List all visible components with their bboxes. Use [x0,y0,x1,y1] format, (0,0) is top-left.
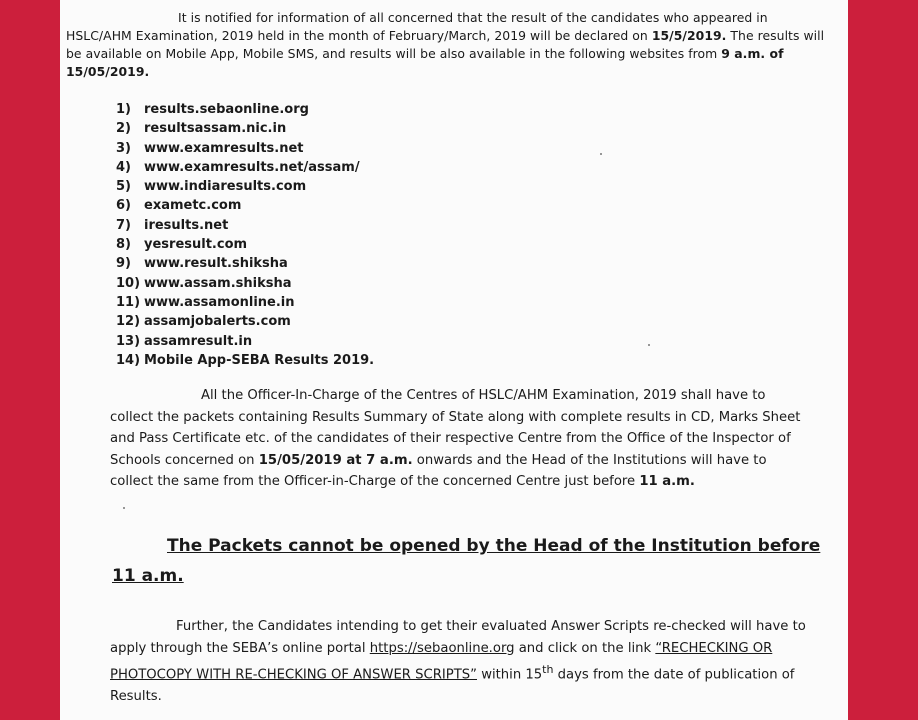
packets-warning-heading [112,531,832,591]
list-item[interactable]: 10) www.assam.shiksha [116,275,292,291]
website-link[interactable]: www.examresults.net [144,140,304,156]
website-link[interactable]: iresults.net [144,217,229,233]
list-item[interactable]: 9) www.result.shiksha [116,256,288,272]
list-item[interactable]: 13) assamresult.in [116,333,253,349]
heading-line-1: The Packets cannot be opened by the Head of the Institution before [167,536,821,556]
portal-link[interactable]: https://sebaonline.org [369,640,515,656]
announcement-paragraph [66,9,836,81]
collection-deadline: 11 a.m. [639,474,695,489]
list-item[interactable]: 8) yesresult.com [116,237,248,253]
list-item[interactable]: 7) iresults.net [116,217,229,233]
website-link[interactable]: results.sebaonline.org [144,102,309,117]
list-item[interactable]: 2) resultsassam.nic.in [116,121,287,137]
website-list [116,100,374,370]
scan-speck [648,344,650,346]
list-item[interactable]: 12) assamjobalerts.com [116,314,291,330]
website-link[interactable]: yesresult.com [144,237,248,253]
ordinal-suffix: th [542,663,554,676]
heading-line-2: 11 a.m. [112,566,184,586]
website-link[interactable]: exametc.com [144,198,242,214]
collection-datetime: 15/05/2019 at 7 a.m. [258,452,413,468]
availability-text: The results will be available on Mobile App, Mobile SMS, and results will be also available in the following websites from [66,28,825,61]
officer-instructions-paragraph: All the Officer-In-Charge of the Centres of HSLC/AHM Examination, 2019 shall have to collect the packets containing Results Summary of State along with complete results in CD, Marks Sheet and Pass Certificate etc. of the candidates of their respective Centre from the Office of the Inspector of Schools concerned on 15/05/2019 at 7 a.m. onwards and the Head of the Institutions will have to collect the same from the Officer-in-Charge of the concerned Centre just before 11 a.m. [110,388,801,489]
rechecking-paragraph: Further, the Candidates intending to get their evaluated Answer Scripts re-checked will have to apply through the SEBA’s online portal https://sebaonline.org and click on the link “RECHECKING OR PHOTOCOPY WITH RE-CHECKING OF ANSWER SCRIPTS” within 15th days from the date of publication of Results. [110,619,806,704]
website-link[interactable]: www.examresults.net/assam/ [144,159,360,175]
list-item[interactable]: 6) exametc.com [116,198,242,214]
list-item[interactable]: 1) results.sebaonline.org [116,102,309,117]
result-date: 15/5/2019. [651,28,727,43]
mobile-app-entry: Mobile App-SEBA Results 2019. [144,352,375,368]
website-link[interactable]: www.indiaresults.com [144,179,307,195]
website-link[interactable]: assamjobalerts.com [144,314,291,330]
announcement-text: It is notified for information of all concerned that the result of the candidates who appeared in HSLC/AHM Examination, 2019 held in the month of February/March, 2019 will be declared on [66,10,768,43]
list-item[interactable]: 4) www.examresults.net/assam/ [116,159,360,175]
website-link[interactable]: www.assamonline.in [144,294,295,310]
list-item[interactable]: 3) www.examresults.net [116,140,304,156]
result-time: 9 a.m. of 15/05/2019. [66,46,784,79]
website-link[interactable]: resultsassam.nic.in [144,121,287,137]
list-item: 14) Mobile App-SEBA Results 2019. [116,352,375,368]
website-link[interactable]: assamresult.in [144,333,253,349]
website-link[interactable]: www.result.shiksha [144,256,288,272]
list-item[interactable]: 5) www.indiaresults.com [116,179,307,195]
scan-speck [123,507,125,509]
notice-document [60,0,848,720]
list-item[interactable]: 11) www.assamonline.in [116,294,295,310]
scan-speck [600,153,602,155]
website-link[interactable]: www.assam.shiksha [144,275,292,291]
rechecking-link-label[interactable]: “RECHECKING OR PHOTOCOPY WITH RE-CHECKING OF ANSWER SCRIPTS” [110,640,773,683]
